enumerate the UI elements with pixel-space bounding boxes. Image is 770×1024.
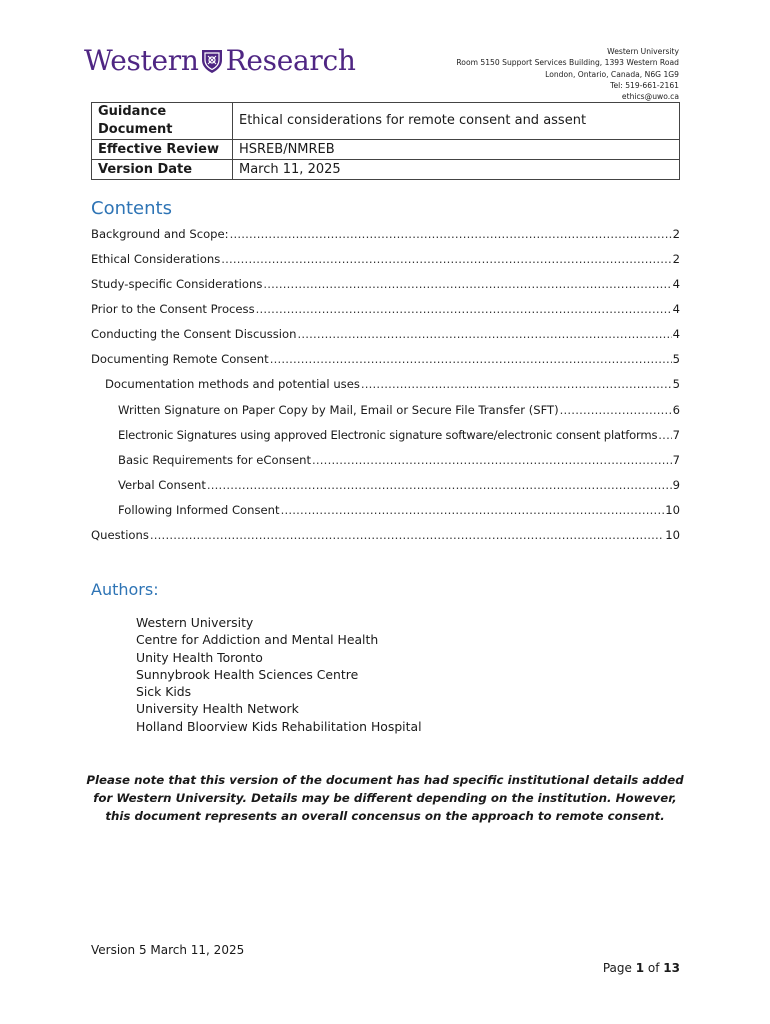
author-item: Holland Bloorview Kids Rehabilitation Hospital [136, 718, 422, 734]
shield-icon [201, 48, 223, 74]
toc-entry[interactable] [91, 299, 680, 317]
document-info-table [91, 102, 680, 180]
info-key: Guidance Document [92, 103, 233, 140]
toc-entry-title: Following Informed Consent [118, 503, 280, 517]
toc-entry[interactable] [118, 450, 680, 468]
page-prefix: Page [602, 961, 636, 975]
address-block [456, 46, 679, 102]
toc-entry-title: Electronic Signatures using approved Electronic signature software/electronic consent platforms [118, 428, 658, 442]
toc-entry-page: 5 [672, 352, 680, 366]
toc-leader [297, 326, 671, 342]
toc-entry-title: Study-specific Considerations [91, 277, 263, 291]
toc-entry[interactable] [91, 525, 680, 543]
toc-entry[interactable] [105, 374, 680, 392]
table-row [92, 160, 680, 180]
author-item: Western University [136, 615, 254, 630]
address-line: Tel: 519-661-2161 [610, 80, 679, 90]
author-item: University Health Network [136, 701, 299, 717]
toc-entry[interactable] [118, 400, 680, 418]
toc-leader [263, 276, 671, 292]
toc-leader [270, 351, 672, 367]
author-item: Sick Kids [136, 684, 192, 700]
address-line: Western University [607, 47, 679, 56]
author-item: Unity Health Toronto [136, 649, 263, 665]
toc-entry-page: 7 [672, 428, 680, 442]
toc-entry-title: Verbal Consent [118, 478, 206, 492]
toc-entry-title: Conducting the Consent Discussion [91, 327, 297, 341]
toc-leader [256, 301, 672, 317]
toc-leader [560, 402, 672, 418]
toc-entry-page: 9 [672, 478, 680, 492]
toc-entry-title: Prior to the Consent Process [91, 302, 255, 316]
toc-entry-page: 2 [672, 252, 680, 266]
contents-heading: Contents [91, 198, 172, 219]
toc-entry-title: Ethical Considerations [91, 252, 221, 266]
toc-entry-title: Documenting Remote Consent [91, 352, 269, 366]
toc-entry-title: Basic Requirements for eConsent [118, 453, 312, 467]
toc-leader [658, 427, 671, 443]
info-value: March 11, 2025 [233, 160, 680, 180]
toc-leader [150, 527, 664, 543]
footer-version: Version 5 March 11, 2025 [91, 943, 245, 957]
table-row [92, 140, 680, 160]
toc-entry-page: 2 [672, 227, 680, 241]
toc-entry-page: 7 [672, 453, 680, 467]
toc-leader [207, 477, 672, 493]
author-item: Centre for Addiction and Mental Health [136, 632, 379, 648]
page-of: of [644, 961, 664, 975]
author-item: Sunnybrook Health Sciences Centre [136, 666, 359, 682]
page-number [603, 961, 680, 975]
toc-entry-page: 4 [672, 277, 680, 291]
toc-entry-page: 10 [665, 503, 680, 517]
toc-entry-title: Background and Scope: [91, 227, 229, 241]
toc-leader [361, 376, 672, 392]
toc-entry[interactable] [118, 500, 680, 518]
info-value: HSREB/NMREB [233, 140, 680, 160]
toc-entry-page: 4 [672, 327, 680, 341]
toc-entry[interactable] [91, 274, 680, 292]
toc-entry-page: 5 [672, 377, 680, 391]
toc-entry[interactable] [118, 425, 680, 443]
authors-list [136, 614, 422, 735]
toc-entry-title: Documentation methods and potential uses [105, 377, 360, 391]
toc-leader [281, 502, 665, 518]
toc-entry[interactable] [91, 324, 680, 342]
western-research-logo [84, 44, 356, 78]
toc-entry[interactable] [91, 224, 680, 242]
address-line: London, Ontario, Canada, N6G 1G9 [545, 69, 679, 79]
toc-leader [312, 452, 672, 468]
info-key: Version Date [92, 160, 233, 180]
authors-heading: Authors: [91, 580, 159, 599]
institution-note: Please note that this version of the document has had specific institutional details added for Western University. Details may be different depending on the institution. However, this document represents an overall concensus on the approach to remote consent. [86, 773, 684, 823]
toc-entry-page: 6 [672, 403, 680, 417]
toc-leader [221, 251, 671, 267]
toc-entry-page: 10 [665, 528, 680, 542]
logo-western-text: Western [84, 44, 199, 77]
page-total: 13 [663, 961, 680, 975]
table-row [92, 103, 680, 140]
toc-entry[interactable] [91, 349, 680, 367]
address-line: Room 5150 Support Services Building, 1393 Western Road [456, 58, 679, 68]
info-key: Effective Review [92, 140, 233, 160]
toc-entry-title: Questions [91, 528, 149, 542]
toc-entry-title: Written Signature on Paper Copy by Mail, Email or Secure File Transfer (SFT) [118, 403, 559, 417]
logo-research-text: Research [225, 44, 356, 77]
toc-leader [230, 226, 672, 242]
page-current: 1 [635, 961, 645, 975]
toc-entry-page: 4 [672, 302, 680, 316]
toc-entry[interactable] [91, 249, 680, 267]
address-email: ethics@uwo.ca [621, 92, 679, 102]
info-value: Ethical considerations for remote consent and assent [233, 103, 680, 140]
toc-entry[interactable] [118, 475, 680, 493]
